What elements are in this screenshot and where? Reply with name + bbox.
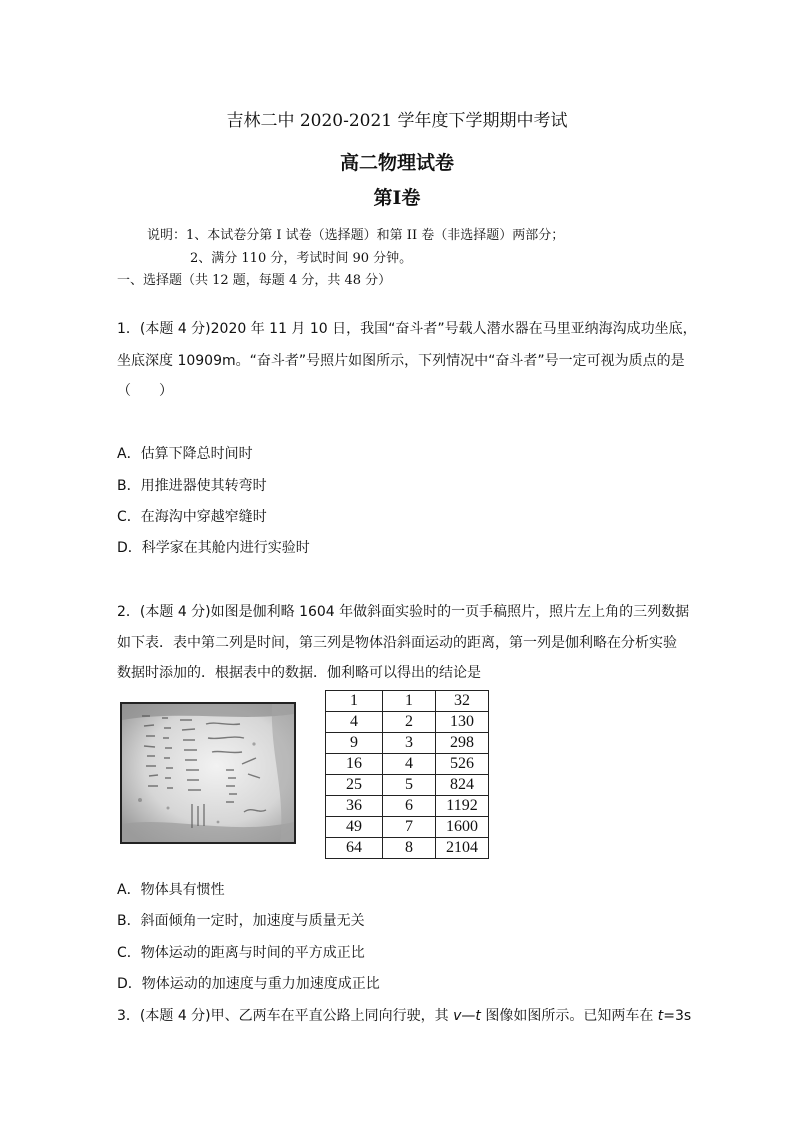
q2-option-c: C．物体运动的距离与时间的平方成正比 [117, 945, 365, 961]
q1-answer-blank: （ ） [117, 383, 173, 399]
q2-line-3: 数据时添加的．根据表中的数据．伽利略可以得出的结论是 [117, 665, 481, 681]
q3-var-v: v [453, 1008, 462, 1024]
table-cell: 16 [326, 754, 383, 775]
q3-middle: 图像如图所示。已知两车在 [480, 1008, 658, 1024]
table-cell: 8 [383, 838, 436, 859]
table-row [326, 733, 489, 754]
manuscript-image [122, 704, 294, 842]
table-cell: 49 [326, 817, 383, 838]
instructions-line-2: 2、满分 110 分，考试时间 90 分钟。 [190, 251, 413, 266]
table-cell: 9 [326, 733, 383, 754]
q3-var-t2: t [657, 1008, 664, 1024]
q1-option-a: A．估算下降总时间时 [117, 446, 253, 462]
table-cell: 5 [383, 775, 436, 796]
table-cell: 1192 [436, 796, 489, 817]
table-row [326, 838, 489, 859]
table-row [326, 796, 489, 817]
table-row [326, 691, 489, 712]
q2-line-1: 2．(本题 4 分)如图是伽利略 1604 年做斜面实验时的一页手稿照片，照片左上角的三列数据 [117, 604, 690, 620]
q1-option-c: C．在海沟中穿越窄缝时 [117, 509, 267, 525]
table-cell: 4 [383, 754, 436, 775]
table-cell: 1600 [436, 817, 489, 838]
table-cell: 32 [436, 691, 489, 712]
table-cell: 1 [326, 691, 383, 712]
table-row [326, 817, 489, 838]
part-title: 第Ⅰ卷 [373, 187, 421, 209]
table-cell: 7 [383, 817, 436, 838]
instructions-line-1: 说明：1、本试卷分第 I 试卷（选择题）和第 II 卷（非选择题）两部分； [147, 228, 565, 243]
q1-option-b: B．用推进器使其转弯时 [117, 478, 267, 494]
table-cell: 64 [326, 838, 383, 859]
q1-option-d: D．科学家在其舱内进行实验时 [117, 540, 310, 556]
table-cell: 6 [383, 796, 436, 817]
galileo-manuscript-photo [120, 702, 296, 844]
q3-dash: — [461, 1008, 476, 1024]
q2-option-b: B．斜面倾角一定时，加速度与质量无关 [117, 913, 365, 929]
table-cell: 526 [436, 754, 489, 775]
q3-line-1 [117, 1005, 691, 1025]
q3-prefix: 3．(本题 4 分)甲、乙两车在平直公路上同向行驶，其 [117, 1008, 454, 1024]
table-row [326, 712, 489, 733]
q3-suffix: =3s [663, 1008, 692, 1024]
q2-line-2: 如下表．表中第二列是时间，第三列是物体沿斜面运动的距离，第一列是伽利略在分析实验 [117, 635, 677, 651]
table-cell: 130 [436, 712, 489, 733]
q2-option-d: D．物体运动的加速度与重力加速度成正比 [117, 976, 380, 992]
q1-line-1: 1．(本题 4 分)2020 年 11 月 10 日，我国“奋斗者”号载人潜水器在马里亚纳海沟成功坐底， [117, 321, 697, 337]
table-cell: 298 [436, 733, 489, 754]
school-exam-title: 吉林二中 2020-2021 学年度下学期期中考试 [226, 111, 568, 131]
table-cell: 25 [326, 775, 383, 796]
section-heading: 一、选择题（共 12 题，每题 4 分，共 48 分） [117, 273, 392, 288]
subject-title: 高二物理试卷 [339, 152, 454, 174]
table-cell: 3 [383, 733, 436, 754]
table-cell: 4 [326, 712, 383, 733]
galileo-data-table [325, 690, 489, 859]
table-cell: 36 [326, 796, 383, 817]
table-cell: 2 [383, 712, 436, 733]
q3-var-t: t [475, 1008, 481, 1024]
q2-option-a: A．物体具有惯性 [117, 882, 225, 898]
table-cell: 824 [436, 775, 489, 796]
q1-line-2: 坐底深度 10909m。“奋斗者”号照片如图所示，下列情况中“奋斗者”号一定可视为质点的是 [117, 353, 685, 369]
table-cell: 2104 [436, 838, 489, 859]
table-cell: 1 [383, 691, 436, 712]
table-row [326, 775, 489, 796]
table-row [326, 754, 489, 775]
